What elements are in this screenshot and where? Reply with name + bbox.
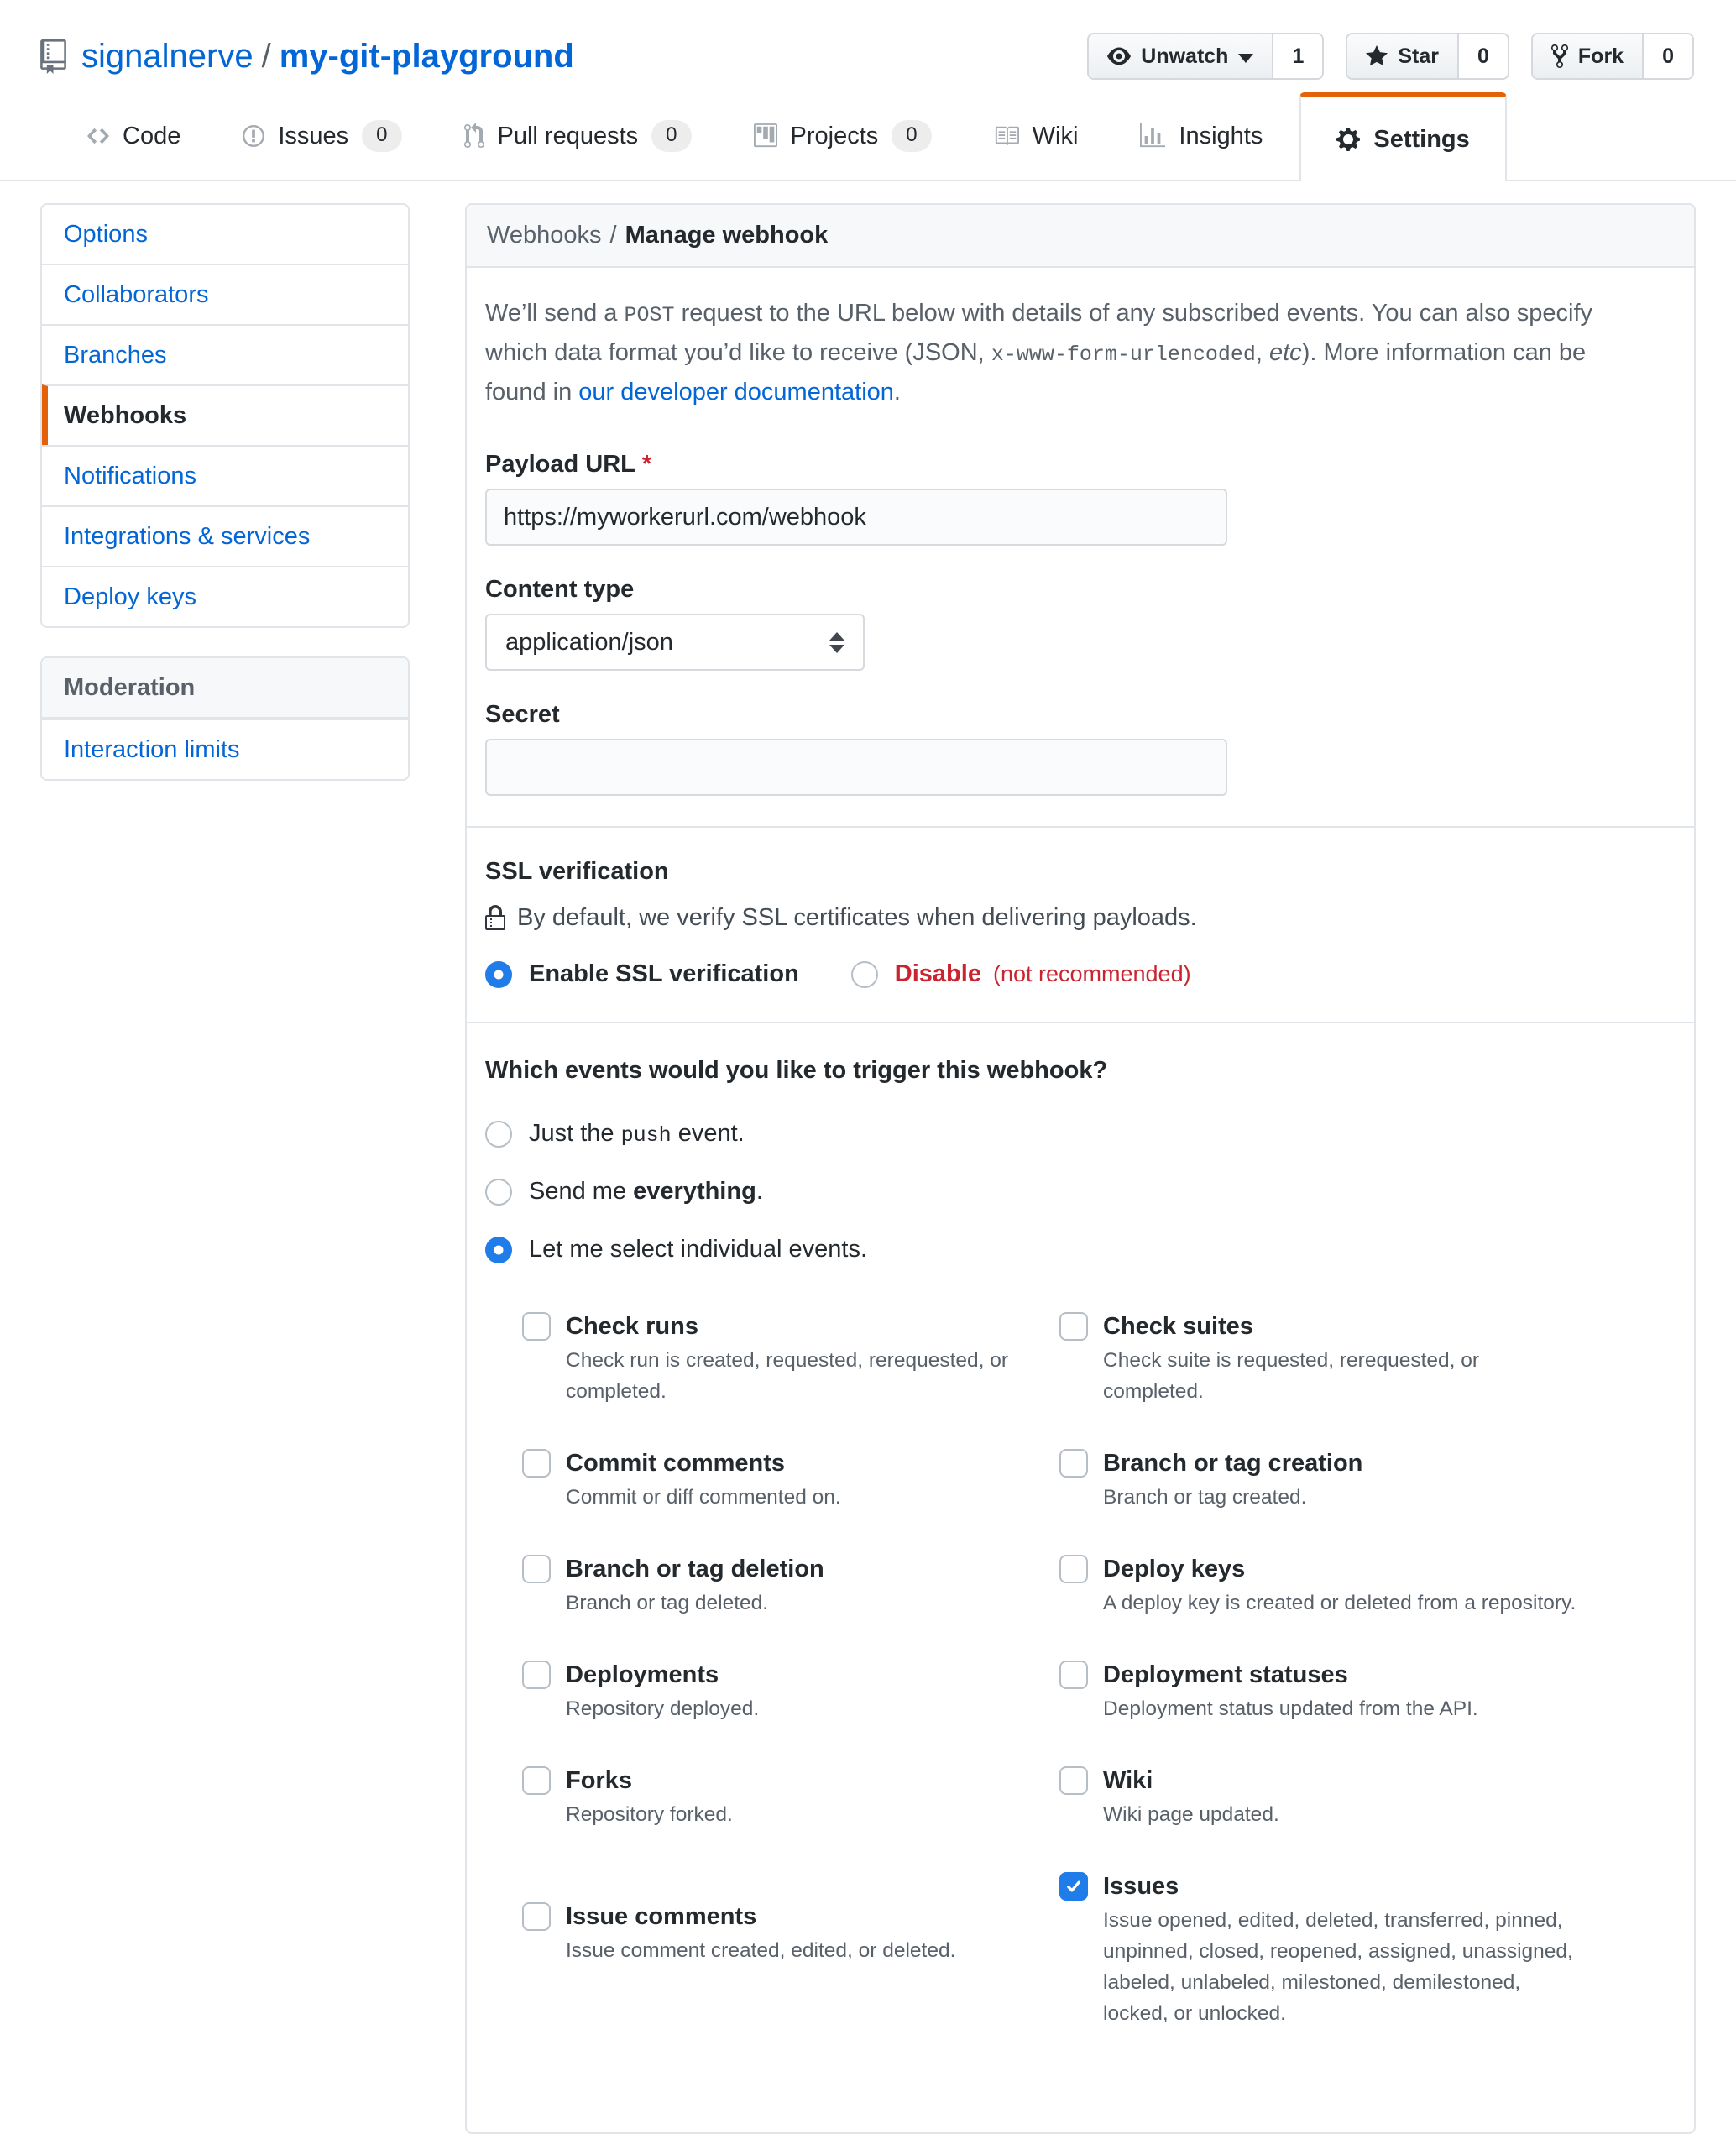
- fork-button[interactable]: Fork: [1533, 34, 1644, 78]
- unwatch-button[interactable]: Unwatch: [1089, 34, 1273, 78]
- event-forks: Forks Repository forked.: [522, 1765, 1059, 1830]
- repo-title-separator: /: [261, 37, 271, 75]
- secret-input[interactable]: [485, 739, 1227, 796]
- watch-control: [1087, 33, 1324, 80]
- issues-counter: 0: [362, 120, 401, 152]
- repo-name-link[interactable]: my-git-playground: [279, 37, 574, 75]
- settings-menu: [40, 203, 410, 628]
- webhook-form-section: [467, 268, 1694, 826]
- tab-wiki[interactable]: Wiki: [969, 92, 1104, 180]
- sidebar-item-branches[interactable]: Branches: [42, 324, 408, 384]
- disable-ssl-note: (not recommended): [992, 961, 1191, 986]
- payload-url-input[interactable]: [485, 489, 1227, 546]
- sidebar-item-collaborators[interactable]: Collaborators: [42, 264, 408, 324]
- payload-url-field-group: [485, 451, 1676, 546]
- check-runs-checkbox[interactable]: [522, 1312, 551, 1341]
- project-icon: [754, 123, 777, 149]
- event-issue-comments: Issue comments Issue comment created, edited, or deleted.: [522, 1901, 1059, 1966]
- event-deployment-statuses: Deployment statuses Deployment status updated from the API.: [1059, 1659, 1597, 1724]
- check-suites-checkbox[interactable]: [1059, 1312, 1088, 1341]
- ssl-section: [467, 826, 1694, 1022]
- issue-comments-checkbox[interactable]: [522, 1902, 551, 1931]
- content-type-label: Content type: [485, 576, 635, 603]
- events-heading: Which events would you like to trigger this webhook?: [485, 1057, 1108, 1084]
- repo-owner-link[interactable]: signalnerve: [81, 37, 254, 75]
- events-grid: [522, 1310, 1676, 2069]
- moderation-menu: [40, 656, 410, 781]
- event-check-suites: Check suites Check suite is requested, rerequested, or completed.: [1059, 1310, 1597, 1407]
- disable-ssl-option[interactable]: Disable (not recommended): [851, 960, 1191, 988]
- repo-title: [40, 38, 574, 76]
- just-push-radio[interactable]: [485, 1121, 512, 1148]
- ssl-radio-row: [485, 960, 1676, 988]
- secret-field-group: [485, 701, 1676, 796]
- forks-checkbox[interactable]: [522, 1766, 551, 1795]
- lock-icon: [485, 905, 505, 932]
- breadcrumb-current: Manage webhook: [625, 222, 829, 248]
- sidebar-item-notifications[interactable]: Notifications: [42, 445, 408, 505]
- projects-counter: 0: [892, 120, 931, 152]
- sidebar-item-deploy-keys[interactable]: Deploy keys: [42, 566, 408, 626]
- repo-actions: [1087, 33, 1694, 80]
- issue-icon: [243, 123, 264, 149]
- repo-nav-tabs: [0, 92, 1736, 181]
- tab-projects[interactable]: Projects 0: [729, 92, 957, 180]
- eye-icon: [1107, 44, 1131, 68]
- deployment-statuses-checkbox[interactable]: [1059, 1661, 1088, 1689]
- tab-pull-requests[interactable]: Pull requests 0: [439, 92, 717, 180]
- breadcrumb-separator: /: [609, 222, 617, 248]
- event-branch-tag-creation: Branch or tag creation Branch or tag created.: [1059, 1447, 1597, 1513]
- branch-tag-deletion-checkbox[interactable]: [522, 1555, 551, 1583]
- watchers-count[interactable]: 1: [1273, 34, 1322, 78]
- event-deploy-keys: Deploy keys A deploy key is created or deleted from a repository.: [1059, 1553, 1597, 1619]
- tab-code[interactable]: Code: [62, 92, 206, 180]
- gear-icon: [1336, 126, 1360, 153]
- disable-ssl-radio[interactable]: [851, 961, 878, 988]
- breadcrumb-webhooks-link[interactable]: Webhooks: [487, 222, 602, 248]
- content-type-field-group: [485, 576, 1676, 671]
- enable-ssl-radio[interactable]: [485, 961, 512, 988]
- branch-tag-creation-checkbox[interactable]: [1059, 1449, 1088, 1478]
- event-branch-tag-deletion: Branch or tag deletion Branch or tag deleted.: [522, 1553, 1059, 1619]
- sidebar-item-interaction-limits[interactable]: Interaction limits: [42, 719, 408, 779]
- send-everything-radio[interactable]: [485, 1179, 512, 1206]
- radio-just-push[interactable]: Just the push event.: [485, 1120, 1676, 1148]
- commit-comments-checkbox[interactable]: [522, 1449, 551, 1478]
- breadcrumb: [467, 205, 1694, 268]
- deployments-checkbox[interactable]: [522, 1661, 551, 1689]
- settings-sidebar: [40, 203, 410, 781]
- ssl-heading: SSL verification: [485, 858, 669, 885]
- push-code: push: [620, 1123, 672, 1148]
- book-icon: [994, 123, 1019, 149]
- fork-control: [1531, 33, 1694, 80]
- star-icon: [1366, 44, 1388, 69]
- tab-settings[interactable]: Settings: [1299, 92, 1506, 181]
- event-check-runs: Check runs Check run is created, requested, rerequested, or completed.: [522, 1310, 1059, 1407]
- radio-send-everything[interactable]: Send me everything.: [485, 1178, 1676, 1206]
- issues-checkbox[interactable]: [1059, 1872, 1088, 1901]
- select-caret-icon: [829, 632, 844, 653]
- stargazers-count[interactable]: 0: [1459, 34, 1508, 78]
- event-issues: Issues Issue opened, edited, deleted, transferred, pinned, unpinned, closed, reopened, assigned, unassigned, labeled, unlabeled, milestoned, demilestoned, locked, or unlocked.: [1059, 1870, 1597, 2029]
- sidebar-item-webhooks[interactable]: Webhooks: [42, 384, 408, 445]
- events-column-left: [522, 1310, 1059, 2069]
- star-control: [1346, 33, 1509, 80]
- urlencoded-code: x-www-form-urlencoded: [991, 343, 1256, 367]
- content-type-select[interactable]: [485, 614, 865, 671]
- star-button[interactable]: Star: [1347, 34, 1459, 78]
- events-section: [467, 1022, 1694, 2100]
- fork-icon: [1551, 43, 1568, 70]
- radio-select-individual[interactable]: Let me select individual events.: [485, 1236, 1676, 1263]
- forks-count[interactable]: 0: [1644, 34, 1692, 78]
- graph-icon: [1140, 123, 1165, 149]
- secret-label: Secret: [485, 701, 560, 728]
- caret-down-icon: [1238, 54, 1253, 63]
- deploy-keys-checkbox[interactable]: [1059, 1555, 1088, 1583]
- settings-layout: [0, 181, 1736, 2134]
- webhook-intro: We’ll send a POST request to the URL below with details of any subscribed events. You can also specify which data format you’d like to receive (JSON, x-www-form-urlencoded, etc). More information can be found in our developer documentation.: [485, 300, 1593, 405]
- event-trigger-options: [485, 1120, 1676, 1263]
- ssl-note: By default, we verify SSL certificates when delivering payloads.: [485, 904, 1676, 932]
- enable-ssl-option[interactable]: Enable SSL verification: [485, 960, 799, 988]
- tab-issues[interactable]: Issues 0: [217, 92, 426, 180]
- required-asterisk: *: [641, 451, 652, 478]
- sidebar-item-integrations-services[interactable]: Integrations & services: [42, 505, 408, 566]
- repo-icon: [40, 39, 66, 74]
- select-individual-radio[interactable]: [485, 1237, 512, 1263]
- payload-url-label: Payload URL *: [485, 451, 652, 478]
- events-column-right: [1059, 1310, 1597, 2069]
- tab-insights[interactable]: Insights: [1115, 92, 1288, 180]
- event-commit-comments: Commit comments Commit or diff commented on.: [522, 1447, 1059, 1513]
- event-deployments: Deployments Repository deployed.: [522, 1659, 1059, 1724]
- post-code: POST: [624, 303, 675, 327]
- pull-request-icon: [464, 123, 484, 149]
- sidebar-item-options[interactable]: Options: [64, 221, 148, 248]
- wiki-checkbox[interactable]: [1059, 1766, 1088, 1795]
- webhook-card: [465, 203, 1696, 2134]
- event-wiki: Wiki Wiki page updated.: [1059, 1765, 1597, 1830]
- pull-requests-counter: 0: [651, 120, 691, 152]
- repo-header: [0, 0, 1736, 92]
- developer-docs-link[interactable]: our developer documentation: [578, 379, 894, 405]
- content-type-value: application/json: [505, 628, 673, 656]
- code-icon: [87, 123, 109, 149]
- moderation-header: Moderation: [42, 658, 408, 719]
